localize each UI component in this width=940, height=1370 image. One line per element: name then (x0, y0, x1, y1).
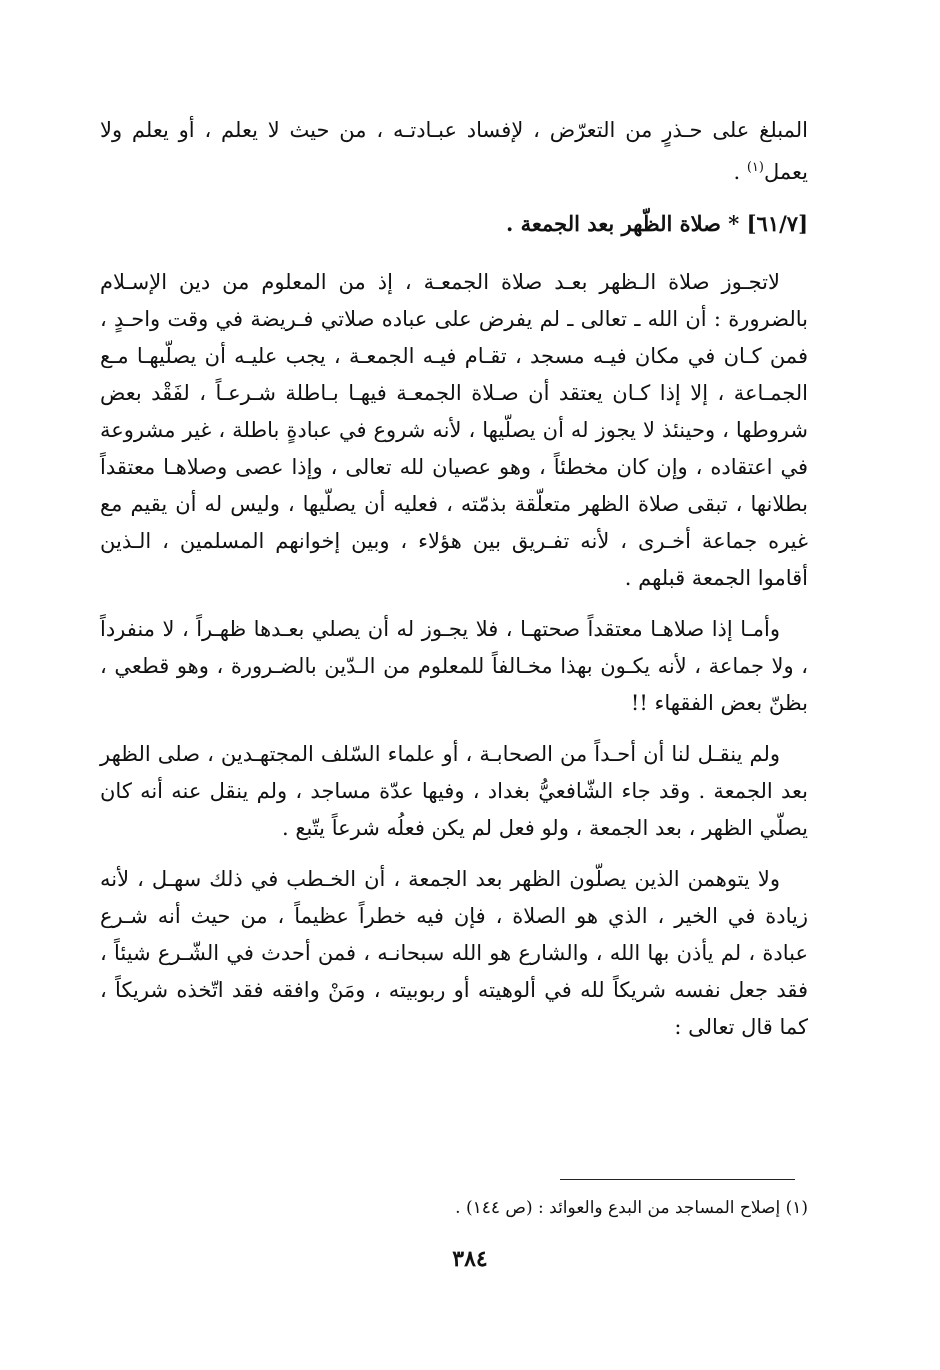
sentence-end: . (733, 160, 747, 184)
paragraph: ولا يتوهمن الذين يصلّون الظهر بعد الجمعة ، أن الخـطب في ذلك سهـل ، لأنه زيادة في الخير ، الذي هو الصلاة ، فإن فيه خطراً عظيماً ، من حيث أنه شـرع عبادة ، لم يأذن بها الله ، والشارع هو الله سبحانـه ، فمن أحدث في الشّـرع شيئاً ، فقد جعل نفسه شريكاً لله في ألوهيته أو ربوبيته ، ومَنْ وافقه فقد اتّخذه شريكاً ، كما قال تعالى : (100, 867, 808, 1039)
paragraph-text: المبلغ على حـذرٍ من التعرّض ، لإفساد عبـادتـه ، من حيث لا يعلم ، أو يعلم ولا يعمل (100, 118, 808, 184)
paragraph: وأمـا إذا صلاهـا معتقداً صحتهـا ، فلا يجـوز له أن يصلي بعـدها ظهـراً ، لا منفرداً ، ولا جماعة ، لأنه يكـون بهذا مخـالفاً للمعلوم من الـدّين بالضـرورة ، وهو قطعي ، بظنّ بعض الفقهاء !! (100, 617, 808, 715)
paragraph-continuation (100, 112, 808, 191)
page-number: ٣٨٤ (452, 1246, 488, 1272)
paragraph: ولم ينقـل لنا أن أحـداً من الصحابـة ، أو علماء السّلف المجتهـدين ، صلى الظهر بعد الجمعة . وقد جاء الشّافعيُّ بغداد ، وفيها عدّة مساجد ، ولم ينقل عنه أنه كان يصلّي الظهر ، بعد الجمعة ، ولو فعل لم يكن فعلُه شرعاً يتّبع . (100, 742, 808, 840)
footnote-reference: (١) (746, 160, 764, 175)
main-text (100, 112, 808, 1060)
section-heading: [٦١/٧] * صلاة الظّهر بعد الجمعة . (506, 211, 808, 236)
paragraph: لاتجـوز صلاة الـظهر بعـد صلاة الجمعـة ، إذ من المعلوم من دين الإسـلام بالضرورة : أن الله ـ تعالى ـ لم يفرض على عباده صلاتي فـريضة في وقت واحـدٍ ، فمن كـان في مكان فيـه مسجد ، تقـام فيـه الجمعـة ، يجب عليـه أن يصلّيهـا مـع الجمـاعة ، إلا إذا كـان يعتقد أن صـلاة الجمعـة فيهـا بـاطلة شـرعـاً ، لفَقْد بعض شروطها ، وحينئذ لا يجوز له أن يصلّيها ، لأنه شروع في عبادةٍ باطلة ، غير مشروعة في اعتقاده ، وإن كان مخطئاً ، وهو عصيان لله تعالى ، وإذا عصى وصلاهـا معتقداً بطلانها ، تبقى صلاة الظهر متعلّقة بذمّته ، فعليه أن يصلّيها ، وليس له أن يقيم مع غيره جماعة أخـرى ، لأنه تفـريق بين هؤلاء ، وبين إخوانهم المسلمين ، الـذين أقاموا الجمعة قبلهم . (100, 270, 808, 590)
footnote: (١) إصلاح المساجد من البدع والعوائد : (ص ١٤٤) . (455, 1198, 808, 1218)
footnote-divider (560, 1179, 795, 1180)
